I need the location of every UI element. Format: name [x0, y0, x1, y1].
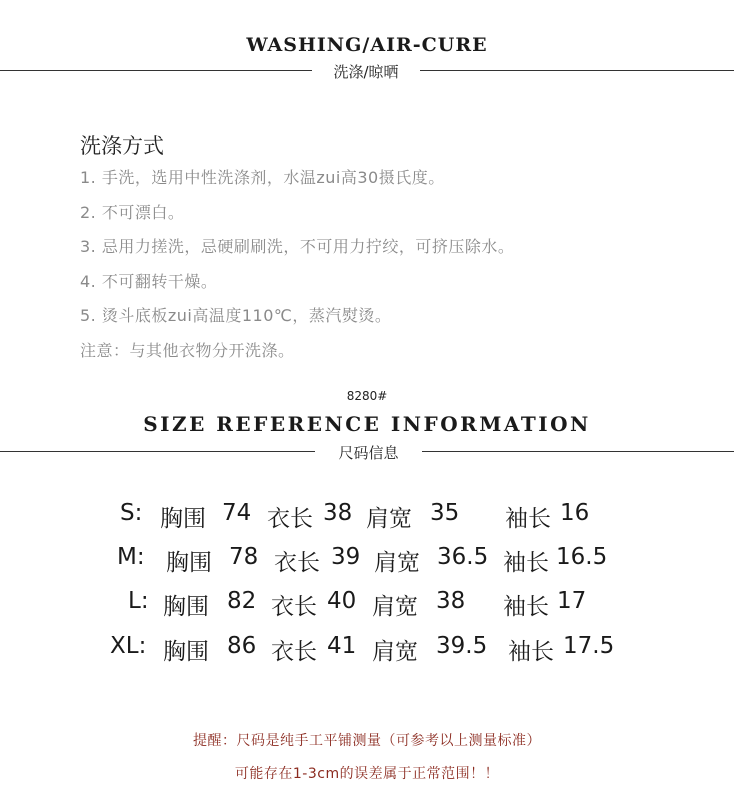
chest-value: 86: [227, 633, 257, 659]
size-row-s: [0, 500, 734, 544]
list-item: 4. 不可翻转干燥。: [80, 271, 218, 291]
length-label: 衣长: [267, 506, 313, 532]
chest-label: 胸围: [163, 594, 209, 620]
size-label: S:: [120, 500, 143, 526]
size-row-xl: [0, 633, 734, 677]
size-label: XL:: [110, 633, 147, 659]
chest-value: 82: [227, 588, 257, 614]
shoulder-label: 肩宽: [374, 550, 420, 576]
length-value: 38: [323, 500, 353, 526]
sleeve-label: 袖长: [508, 639, 554, 665]
list-item: 注意：与其他衣物分开洗涤。: [80, 340, 295, 360]
sleeve-value: 17.5: [563, 633, 615, 659]
divider-right: [420, 70, 734, 71]
sleeve-value: 16: [560, 500, 590, 526]
wash-method-heading: 洗涤方式: [80, 134, 164, 158]
chest-label: 胸围: [163, 639, 209, 665]
chest-label: 胸围: [160, 506, 206, 532]
list-item: 2. 不可漂白。: [80, 202, 185, 222]
size-title: SIZE REFERENCE INFORMATION: [143, 412, 591, 436]
chest-value: 78: [229, 544, 259, 570]
chest-label: 胸围: [166, 550, 212, 576]
sleeve-value: 17: [557, 588, 587, 614]
washing-title: WASHING/AIR-CURE: [246, 34, 488, 56]
product-code: 8280#: [346, 389, 388, 403]
list-item: 3. 忌用力搓洗，忌硬刷刷洗，不可用力拧绞，可挤压除水。: [80, 237, 515, 256]
shoulder-label: 肩宽: [372, 594, 418, 620]
sleeve-label: 袖长: [503, 550, 549, 576]
size-label: L:: [128, 588, 149, 614]
divider-left: [0, 451, 315, 452]
size-row-m: [0, 544, 734, 588]
length-label: 衣长: [274, 550, 320, 576]
sleeve-label: 袖长: [503, 594, 549, 620]
list-item: 1. 手洗，选用中性洗涤剂，水温zui高30摄氏度。: [80, 168, 445, 187]
length-label: 衣长: [271, 594, 317, 620]
shoulder-value: 39.5: [436, 633, 488, 659]
shoulder-value: 35: [430, 500, 460, 526]
length-value: 39: [331, 544, 361, 570]
tolerance-note: 可能存在1-3cm的误差属于正常范围！！: [234, 766, 500, 782]
list-item: 5. 烫斗底板zui高温度110℃，蒸汽熨烫。: [80, 306, 392, 325]
chest-value: 74: [222, 500, 252, 526]
size-subtitle: 尺码信息: [338, 444, 399, 462]
shoulder-value: 38: [436, 588, 466, 614]
divider-left: [0, 70, 312, 71]
length-value: 40: [327, 588, 357, 614]
shoulder-value: 36.5: [437, 544, 489, 570]
size-row-l: [0, 588, 734, 632]
length-value: 41: [327, 633, 357, 659]
shoulder-label: 肩宽: [366, 506, 412, 532]
shoulder-label: 肩宽: [372, 639, 418, 665]
length-label: 衣长: [271, 639, 317, 665]
wash-instruction-list: [80, 166, 514, 373]
measurement-note: 提醒：尺码是纯手工平铺测量（可参考以上测量标准）: [193, 733, 541, 749]
washing-subtitle: 洗涤/晾晒: [333, 63, 399, 81]
sleeve-value: 16.5: [556, 544, 608, 570]
divider-right: [422, 451, 734, 452]
size-label: M:: [117, 544, 145, 570]
sleeve-label: 袖长: [505, 506, 551, 532]
